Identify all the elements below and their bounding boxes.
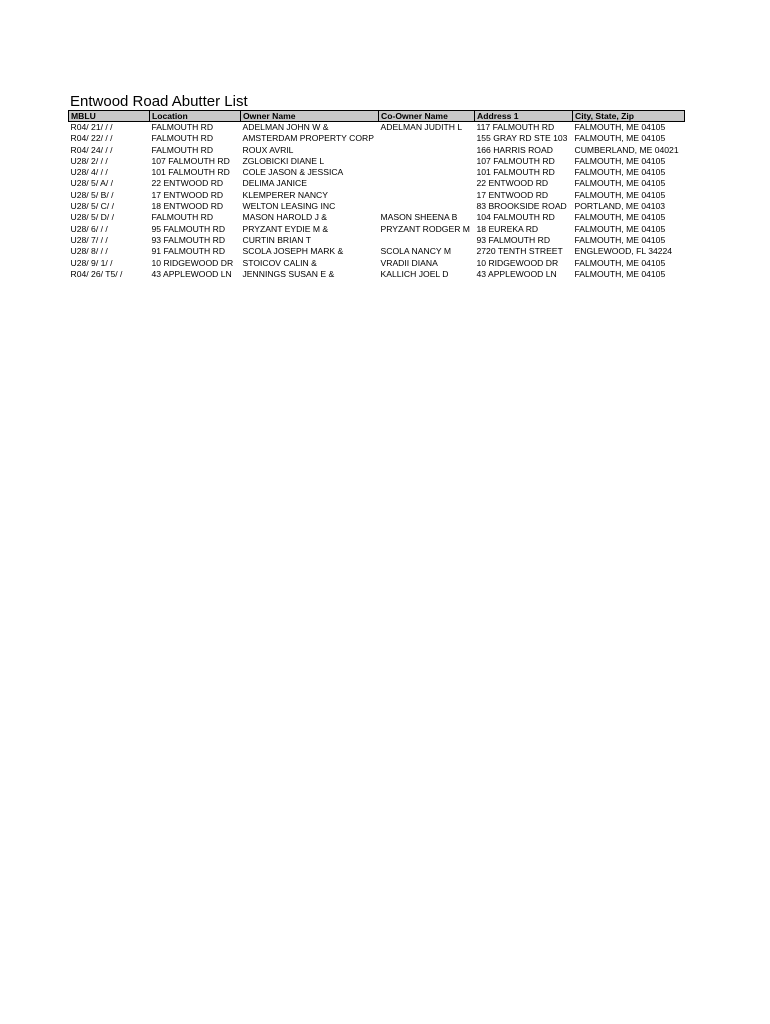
cell-address-1: 104 FALMOUTH RD xyxy=(476,212,555,223)
table-row xyxy=(69,212,685,223)
cell-city-state-zip: FALMOUTH, ME 04105 xyxy=(574,212,666,223)
cell-mblu: U28/ 5/ A/ / xyxy=(70,178,114,189)
cell-owner-name: MASON HAROLD J & xyxy=(242,212,328,223)
cell-co-owner-name: PRYZANT RODGER M xyxy=(380,223,470,234)
cell-mblu: R04/ 26/ T5/ / xyxy=(70,268,123,279)
cell-co-owner-name xyxy=(379,201,475,212)
cell-city-state-zip: FALMOUTH, ME 04105 xyxy=(574,189,666,200)
cell-co-owner-name xyxy=(379,167,475,178)
cell-mblu: R04/ 22/ / / xyxy=(70,133,113,144)
cell-co-owner-name: ADELMAN JUDITH L xyxy=(380,122,463,132)
cell-mblu: U28/ 5/ B/ / xyxy=(70,189,114,200)
table-row xyxy=(69,258,685,269)
cell-owner-name: ZGLOBICKI DIANE L xyxy=(242,155,325,166)
abutter-table xyxy=(68,110,685,280)
cell-owner-name: STOICOV CALIN & xyxy=(242,257,317,268)
cell-address-1: 101 FALMOUTH RD xyxy=(476,167,555,178)
cell-owner-name: JENNINGS SUSAN E & xyxy=(242,268,335,279)
cell-owner-name: ROUX AVRIL xyxy=(242,144,294,155)
table-row xyxy=(69,145,685,156)
cell-city-state-zip: ENGLEWOOD, FL 34224 xyxy=(574,246,673,257)
table-row xyxy=(69,246,685,257)
cell-location: 101 FALMOUTH RD xyxy=(151,167,230,178)
cell-owner-name: KLEMPERER NANCY xyxy=(242,189,328,200)
cell-city-state-zip: FALMOUTH, ME 04105 xyxy=(574,133,666,144)
table-row xyxy=(69,224,685,235)
cell-city-state-zip: FALMOUTH, ME 04105 xyxy=(574,223,666,234)
cell-address-1: 83 BROOKSIDE ROAD xyxy=(476,201,567,212)
cell-address-1: 155 GRAY RD STE 103 xyxy=(476,133,568,144)
cell-city-state-zip: FALMOUTH, ME 04105 xyxy=(574,268,666,279)
cell-mblu: U28/ 9/ 1/ / xyxy=(70,257,113,268)
cell-address-1: 107 FALMOUTH RD xyxy=(476,155,555,166)
cell-city-state-zip: FALMOUTH, ME 04105 xyxy=(574,257,666,268)
cell-address-1: 10 RIDGEWOOD DR xyxy=(476,257,559,268)
cell-mblu: U28/ 2/ / / xyxy=(70,155,108,166)
table-row xyxy=(69,269,685,280)
cell-owner-name: DELIMA JANICE xyxy=(242,178,307,189)
cell-city-state-zip: FALMOUTH, ME 04105 xyxy=(574,234,666,245)
cell-city-state-zip: FALMOUTH, ME 04105 xyxy=(574,178,666,189)
cell-location: 22 ENTWOOD RD xyxy=(151,178,224,189)
cell-location: 17 ENTWOOD RD xyxy=(151,189,224,200)
cell-co-owner-name xyxy=(379,235,475,246)
cell-mblu: U28/ 4/ / / xyxy=(70,167,108,178)
cell-city-state-zip: FALMOUTH, ME 04105 xyxy=(574,155,666,166)
cell-location: FALMOUTH RD xyxy=(151,133,214,144)
cell-address-1: 2720 TENTH STREET xyxy=(476,246,563,257)
cell-location: 18 ENTWOOD RD xyxy=(151,201,224,212)
cell-location: FALMOUTH RD xyxy=(151,122,214,132)
cell-location: FALMOUTH RD xyxy=(151,144,214,155)
cell-city-state-zip: PORTLAND, ME 04103 xyxy=(574,201,666,212)
cell-owner-name: SCOLA JOSEPH MARK & xyxy=(242,246,344,257)
cell-location: 10 RIDGEWOOD DR xyxy=(151,257,234,268)
cell-mblu: U28/ 8/ / / xyxy=(70,246,108,257)
cell-location: 91 FALMOUTH RD xyxy=(151,246,226,257)
cell-owner-name: CURTIN BRIAN T xyxy=(242,234,311,245)
cell-address-1: 166 HARRIS ROAD xyxy=(476,144,553,155)
cell-city-state-zip: FALMOUTH, ME 04105 xyxy=(574,167,666,178)
cell-mblu: U28/ 7/ / / xyxy=(70,234,108,245)
cell-co-owner-name xyxy=(379,156,475,167)
table-row xyxy=(69,167,685,178)
column-header-city-state-zip: City, State, Zip xyxy=(573,111,685,122)
cell-owner-name: AMSTERDAM PROPERTY CORP xyxy=(242,133,374,144)
cell-co-owner-name: SCOLA NANCY M xyxy=(380,246,452,257)
cell-co-owner-name xyxy=(379,133,475,144)
cell-co-owner-name xyxy=(379,190,475,201)
cell-co-owner-name: VRADII DIANA xyxy=(380,257,438,268)
cell-mblu: R04/ 21/ / / xyxy=(70,122,113,132)
table-row xyxy=(69,201,685,212)
table-header xyxy=(69,111,685,122)
table-row xyxy=(69,122,685,134)
cell-address-1: 117 FALMOUTH RD xyxy=(476,122,555,132)
cell-address-1: 22 ENTWOOD RD xyxy=(476,178,549,189)
cell-co-owner-name: KALLICH JOEL D xyxy=(380,268,449,279)
table-row xyxy=(69,178,685,189)
cell-city-state-zip: CUMBERLAND, ME 04021 xyxy=(574,144,679,155)
cell-owner-name: COLE JASON & JESSICA xyxy=(242,167,344,178)
cell-owner-name: PRYZANT EYDIE M & xyxy=(242,223,329,234)
table-row xyxy=(69,133,685,144)
cell-location: 93 FALMOUTH RD xyxy=(151,234,226,245)
column-header-address-1: Address 1 xyxy=(475,111,573,122)
column-header-mblu: MBLU xyxy=(69,111,150,122)
cell-address-1: 43 APPLEWOOD LN xyxy=(476,268,557,279)
cell-address-1: 17 ENTWOOD RD xyxy=(476,189,549,200)
cell-owner-name: ADELMAN JOHN W & xyxy=(242,122,329,132)
table-row xyxy=(69,156,685,167)
cell-co-owner-name: MASON SHEENA B xyxy=(380,212,458,223)
table-body xyxy=(69,122,685,281)
cell-co-owner-name xyxy=(379,178,475,189)
cell-address-1: 93 FALMOUTH RD xyxy=(476,234,551,245)
cell-co-owner-name xyxy=(379,145,475,156)
cell-location: FALMOUTH RD xyxy=(151,212,214,223)
column-header-co-owner-name: Co-Owner Name xyxy=(379,111,475,122)
cell-owner-name: WELTON LEASING INC xyxy=(242,201,336,212)
cell-mblu: U28/ 5/ C/ / xyxy=(70,201,114,212)
abutter-sheet xyxy=(68,94,684,280)
cell-address-1: 18 EUREKA RD xyxy=(476,223,539,234)
header-row xyxy=(69,111,685,122)
cell-location: 107 FALMOUTH RD xyxy=(151,155,230,166)
cell-mblu: U28/ 6/ / / xyxy=(70,223,108,234)
column-header-location: Location xyxy=(150,111,241,122)
column-header-owner-name: Owner Name xyxy=(241,111,379,122)
table-row xyxy=(69,235,685,246)
cell-mblu: R04/ 24/ / / xyxy=(70,144,113,155)
cell-location: 43 APPLEWOOD LN xyxy=(151,268,232,279)
cell-city-state-zip: FALMOUTH, ME 04105 xyxy=(574,122,666,132)
cell-location: 95 FALMOUTH RD xyxy=(151,223,226,234)
page-title: Entwood Road Abutter List xyxy=(70,93,248,110)
table-row xyxy=(69,190,685,201)
cell-mblu: U28/ 5/ D/ / xyxy=(70,212,114,223)
